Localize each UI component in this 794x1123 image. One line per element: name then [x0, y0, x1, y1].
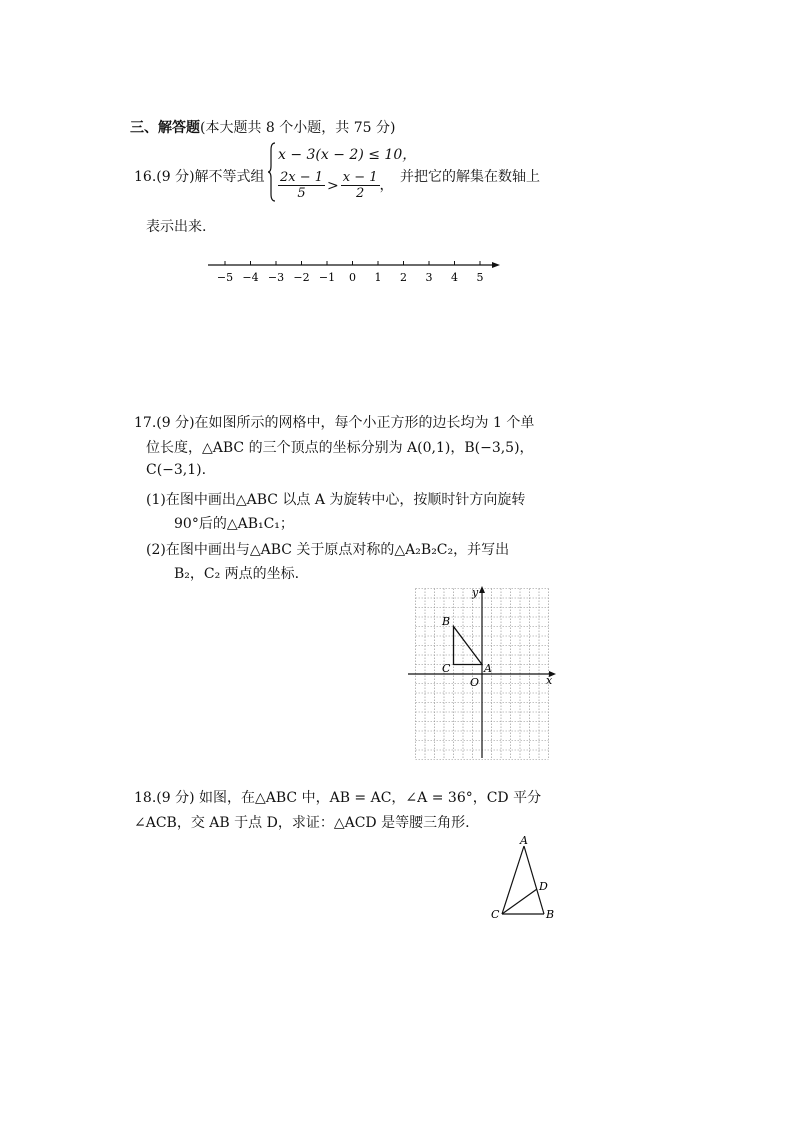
number-line-tick-label: −2	[293, 271, 310, 284]
label-a: A	[484, 662, 492, 675]
label-c: C	[442, 662, 451, 675]
q16-line2: 表示出来.	[146, 219, 207, 235]
fraction-denominator: 2	[356, 186, 365, 201]
fig-label-a: A	[520, 834, 528, 847]
label-y-axis: y	[472, 586, 479, 599]
q17-part1-line1: (1)在图中画出△ABC 以点 A 为旋转中心，按顺时针方向旋转	[146, 492, 526, 508]
q16-greater-sign: >	[327, 177, 339, 194]
q16-fraction-right	[341, 170, 380, 201]
q17-line1: 17.(9 分)在如图所示的网格中，每个小正方形的边长均为 1 个单	[134, 415, 535, 431]
fraction-denominator: 5	[297, 186, 306, 201]
arrow-right-icon	[492, 262, 500, 268]
section-heading	[130, 117, 395, 137]
q16-comma: ，	[379, 177, 394, 194]
q17-part2-line1: (2)在图中画出与△ABC 关于原点对称的△A₂B₂C₂，并写出	[146, 542, 510, 558]
q18-triangle-figure	[488, 834, 560, 924]
fig-label-b: B	[546, 908, 555, 921]
label-b: B	[442, 615, 451, 628]
side-ac	[502, 846, 524, 914]
number-line-tick-label: 4	[451, 271, 458, 284]
section-title: 三、解答题	[130, 120, 200, 136]
number-line-tick-label: 5	[476, 271, 484, 284]
q16-inequality-2	[278, 170, 394, 201]
number-line-tick-label: 1	[374, 271, 382, 284]
fig-label-d: D	[539, 880, 548, 893]
q16-system-brace	[268, 142, 276, 202]
segment-cd	[502, 889, 537, 914]
number-line-tick-label: −3	[267, 271, 285, 284]
q16-prefix: 16.(9 分)解不等式组	[134, 169, 265, 185]
number-line-tick-label: 0	[349, 271, 356, 284]
number-line	[200, 258, 510, 288]
fig-label-c: C	[491, 908, 500, 921]
fraction-numerator: 2x − 1	[280, 170, 324, 185]
q18-line2: ∠ACB，交 AB 于点 D，求证：△ACD 是等腰三角形.	[134, 815, 470, 831]
q17-part1-line2: 90°后的△AB₁C₁；	[174, 516, 294, 532]
number-line-tick-label: −1	[318, 271, 336, 284]
label-x-axis: x	[546, 674, 553, 687]
q16-fraction-left	[278, 170, 325, 201]
q16-suffix: 并把它的解集在数轴上	[400, 169, 540, 185]
section-note: (本大题共 8 个小题，共 75 分)	[200, 120, 396, 136]
label-origin: O	[470, 676, 480, 689]
q17-part2-line2: B₂，C₂ 两点的坐标.	[174, 566, 300, 582]
number-line-tick-label: 2	[400, 271, 407, 284]
number-line-tick-label: −4	[242, 271, 259, 284]
q17-line2: 位长度，△ABC 的三个顶点的坐标分别为 A(0,1)，B(−3,5)，	[146, 440, 534, 456]
number-line-tick-label: 3	[425, 271, 433, 284]
q17-line3: C(−3,1).	[146, 462, 207, 478]
number-line-tick-label: −5	[216, 271, 234, 284]
q18-line1: 18.(9 分) 如图，在△ABC 中，AB = AC，∠A = 36°，CD 平分	[134, 790, 542, 806]
fraction-numerator: x − 1	[342, 170, 378, 185]
q17-grid-figure	[408, 584, 558, 764]
q16-inequality-1: x − 3(x − 2) ≤ 10，	[278, 147, 417, 163]
y-axis-arrow-icon	[479, 586, 485, 593]
brace-icon	[268, 142, 276, 202]
